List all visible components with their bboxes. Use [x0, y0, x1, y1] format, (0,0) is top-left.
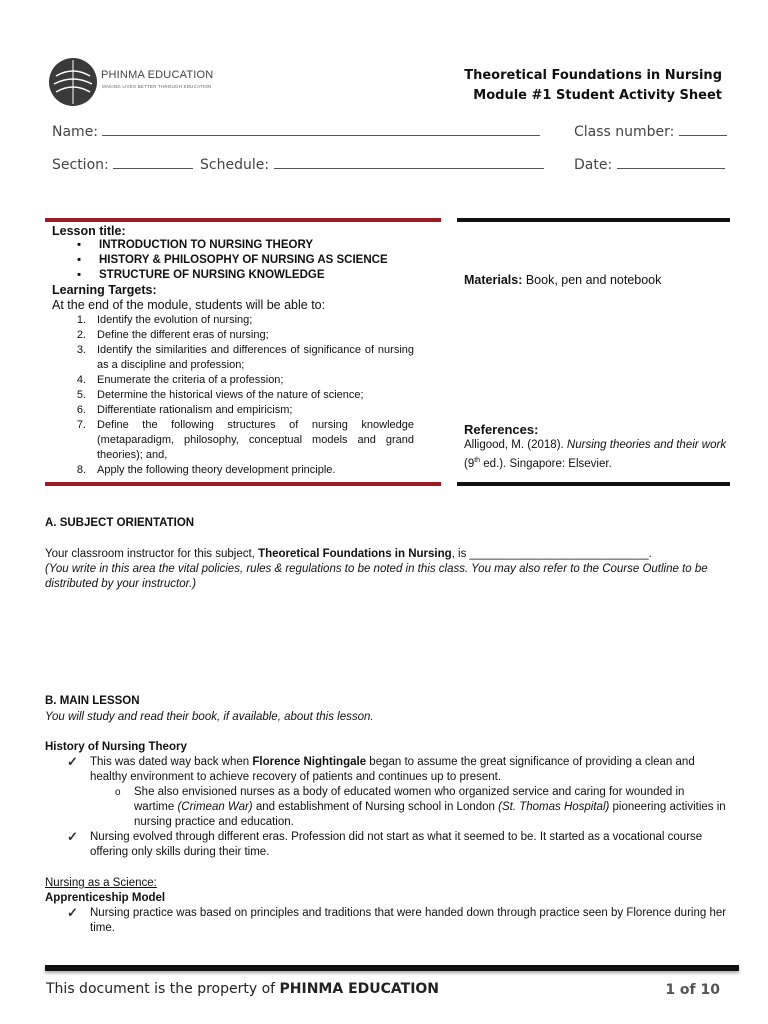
logo-name: PHINMA EDUCATION — [101, 69, 214, 81]
apprenticeship-heading: Apprenticeship Model — [45, 892, 166, 904]
date-label: Date: — [574, 157, 613, 173]
target-item: 4. Enumerate the criteria of a profession; — [76, 374, 284, 386]
footer-text: This document is the property of PHINMA EDUCATION — [46, 981, 440, 997]
schedule-label: Schedule: — [200, 157, 270, 173]
page-number: 1 of 10 — [665, 982, 720, 998]
check-icon: ✓ — [67, 905, 78, 920]
lesson-box — [52, 224, 437, 478]
name-field[interactable] — [52, 122, 540, 140]
section-field[interactable] — [52, 155, 193, 173]
lesson-top-bar — [45, 218, 441, 222]
section-line[interactable] — [113, 155, 193, 169]
target-item: 2. Define the different eras of nursing; — [76, 329, 269, 341]
class-number-field[interactable] — [574, 122, 727, 140]
name-line[interactable] — [102, 122, 540, 136]
science-heading: Nursing as a Science: — [45, 877, 157, 889]
logo-emblem-icon — [48, 54, 98, 110]
section-a-note: (You write in this area the vital policies, rules & regulations to be noted in this class. You may also refer to the Course Outline to be distributed by your instructor.) — [45, 563, 708, 590]
footer-bar — [45, 965, 739, 971]
logo-tagline: MAKING LIVES BETTER THROUGH EDUCATION — [102, 84, 212, 89]
name-label: Name: — [52, 124, 99, 140]
lesson-title-label: Lesson title: — [52, 224, 126, 238]
course-title: Theoretical Foundations in Nursing — [464, 68, 722, 83]
learning-targets-list — [52, 313, 414, 478]
target-item: 8. Apply the following theory development principle. — [76, 464, 336, 476]
date-field[interactable] — [574, 155, 725, 173]
section-a-intro: Your classroom instructor for this subject, Theoretical Foundations in Nursing, is ____________________________. — [45, 548, 652, 560]
module-title: Module #1 Student Activity Sheet — [473, 88, 722, 103]
lesson-topics — [52, 238, 437, 283]
references — [464, 422, 730, 472]
target-item: 1. Identify the evolution of nursing; — [76, 314, 253, 326]
list-item: ✓ Nursing evolved through different eras. Profession did not start as what it seemed to be. It started as a vocational course offering only skills during their time. — [67, 829, 703, 858]
target-item: 6. Differentiate rationalism and empiricism; — [76, 404, 293, 416]
targets-intro: At the end of the module, students will be able to: — [52, 298, 326, 312]
section-label: Section: — [52, 157, 109, 173]
lesson-topic: ▪ HISTORY & PHILOSOPHY OF NURSING AS SCIENCE — [77, 253, 437, 268]
materials-label: Materials: — [464, 273, 523, 287]
target-item: 7. Define the following structures of nursing knowledge (metaparadigm, philosophy, conceptual models and grand theories); and, — [76, 419, 414, 461]
list-item: ✓ Nursing practice was based on principles and traditions that were handed down through practice seen by Florence during her time. — [67, 905, 727, 934]
schedule-line[interactable] — [274, 155, 544, 169]
check-icon: ✓ — [67, 754, 78, 769]
target-item: 5. Determine the historical views of the nature of science; — [76, 389, 364, 401]
section-b-sub: You will study and read their book, if available, about this lesson. — [45, 711, 374, 723]
phinma-logo — [48, 54, 218, 110]
materials-top-bar — [457, 218, 730, 222]
section-b-heading: B. MAIN LESSON — [45, 695, 140, 707]
lesson-topic: ▪ INTRODUCTION TO NURSING THEORY — [77, 238, 437, 253]
class-number-label: Class number: — [574, 124, 675, 140]
schedule-field[interactable] — [200, 155, 544, 173]
learning-targets-label: Learning Targets: — [52, 283, 157, 297]
list-subitem: o She also envisioned nurses as a body of educated women who organized service and caring for wounded in wartime (Crimean War) and establishment of Nursing school in London (St. Thomas Hospital) pioneering activities in nursing practice and education. — [115, 786, 726, 828]
history-list — [21, 755, 727, 860]
materials-text: Book, pen and notebook — [525, 273, 662, 287]
science-list — [21, 906, 727, 936]
reference-entry: Alligood, M. (2018). Nursing theories and their work (9th ed.). Singapore: Elsevier. — [464, 439, 727, 470]
lesson-topic: ▪ STRUCTURE OF NURSING KNOWLEDGE — [77, 268, 437, 283]
lesson-bottom-bar — [45, 482, 441, 486]
class-number-line[interactable] — [679, 122, 727, 136]
list-item: ✓ This was dated way back when Florence Nightingale began to assume the great significance of providing a clean and healthy environment to achieve recovery of patients and continues up to present. — [67, 754, 695, 783]
section-a-heading: A. SUBJECT ORIENTATION — [45, 517, 195, 529]
check-icon: ✓ — [67, 829, 78, 844]
references-label: References: — [464, 422, 539, 437]
materials — [464, 273, 730, 287]
references-bottom-bar — [457, 482, 730, 486]
history-heading: History of Nursing Theory — [45, 741, 187, 753]
bullet-icon: o — [115, 787, 121, 798]
date-line[interactable] — [617, 155, 725, 169]
target-item: 3. Identify the similarities and differences of significance of nursing as a discipline and profession; — [76, 344, 414, 371]
document-header — [464, 66, 722, 106]
